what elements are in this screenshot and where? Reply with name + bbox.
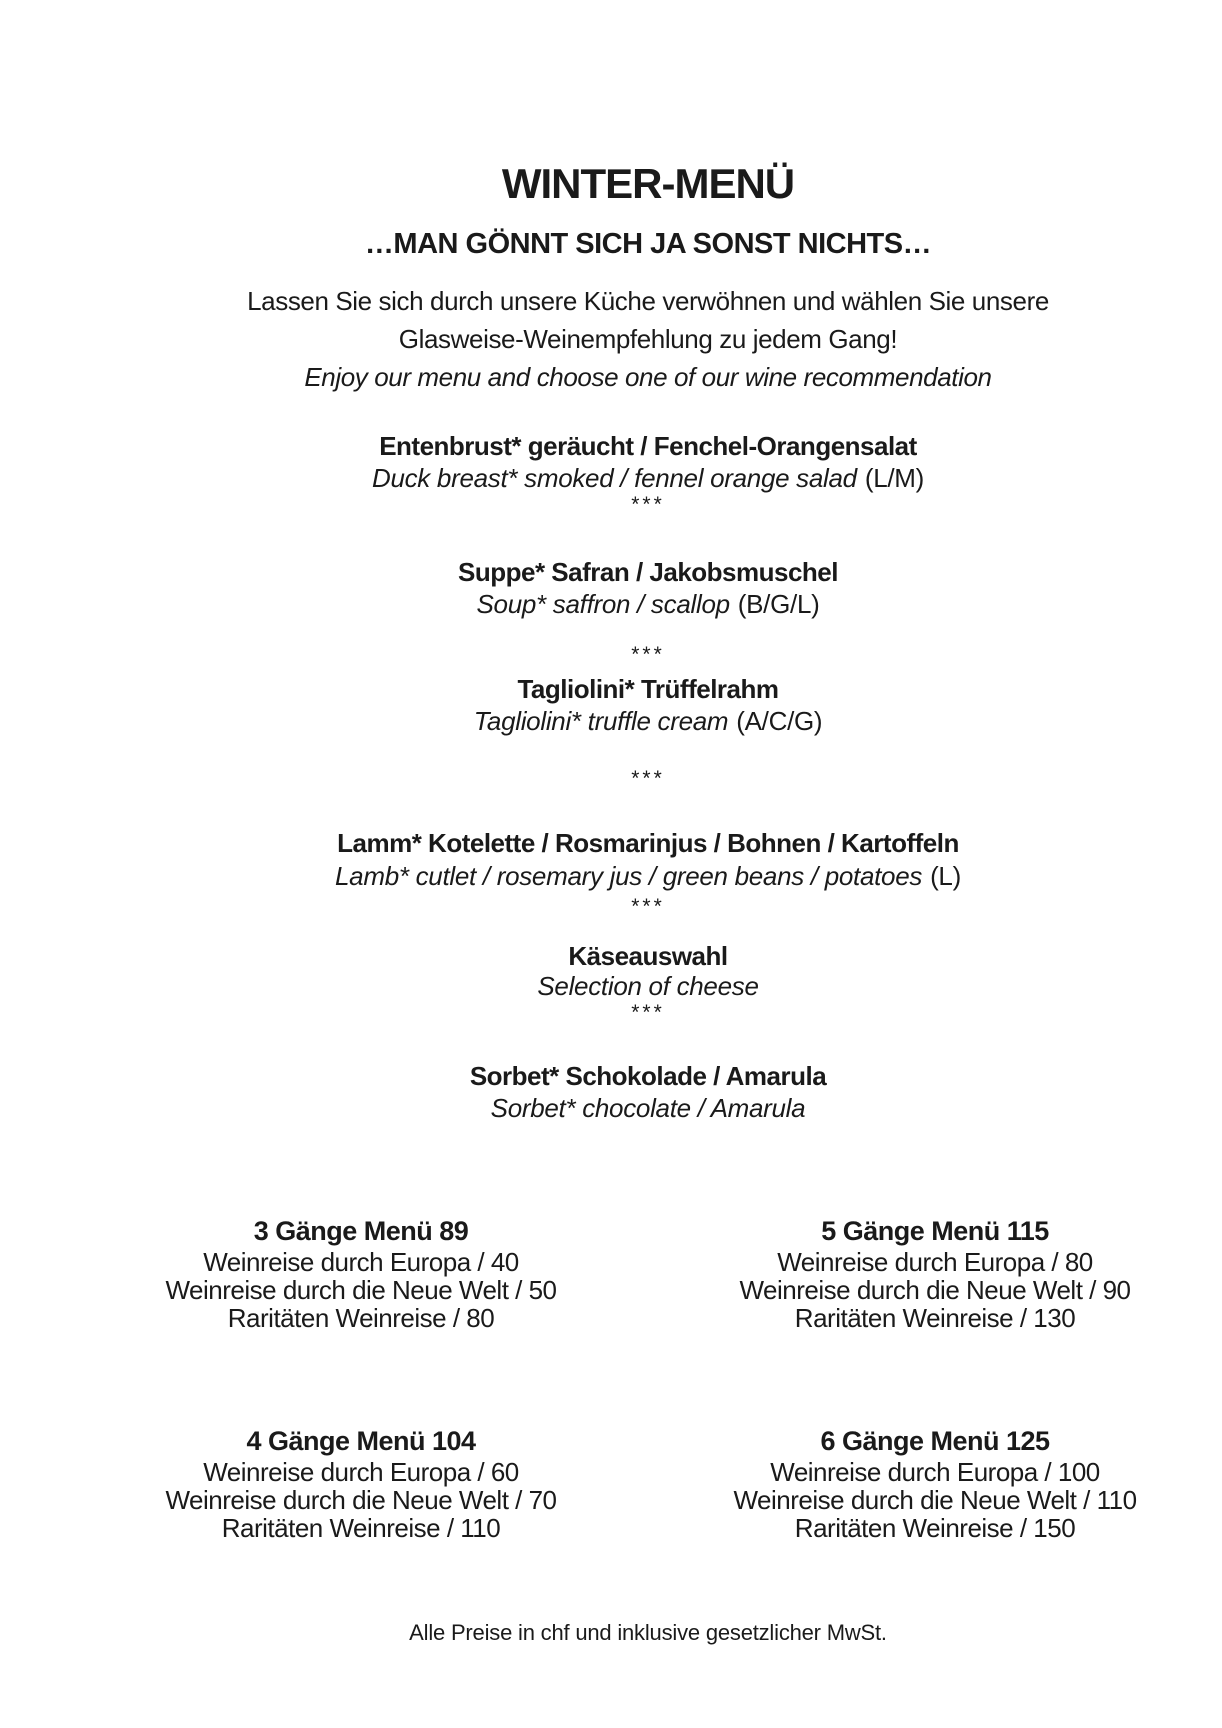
footer-note: Alle Preise in chf und inklusive gesetzlicher MwSt. — [409, 1620, 887, 1645]
menu-option-title: 5 Gänge Menü 115 — [821, 1216, 1049, 1246]
course-5-name-de: Käseauswahl — [568, 941, 728, 971]
course-separator: *** — [631, 895, 665, 918]
menu-option-line: Weinreise durch die Neue Welt / 70 — [165, 1485, 557, 1515]
course-1-name-en — [74, 462, 1222, 494]
menu-price-row-2 — [74, 1424, 1222, 1542]
menu-option-line: Weinreise durch die Neue Welt / 90 — [739, 1275, 1131, 1305]
menu-option-title: 3 Gänge Menü 89 — [253, 1216, 469, 1246]
menu-price-row-1 — [74, 1214, 1222, 1332]
menu-option-line: Weinreise durch Europa / 40 — [203, 1247, 519, 1277]
course-3-allergens: (A/C/G) — [736, 706, 823, 736]
course-5-name-en — [74, 970, 1222, 1002]
menu-content — [74, 0, 1222, 1728]
menu-option-line: Weinreise durch die Neue Welt / 50 — [165, 1275, 557, 1305]
menu-option-4-course — [74, 1424, 648, 1542]
page-subtitle: …MAN GÖNNT SICH JA SONST NICHTS… — [364, 228, 932, 260]
menu-option-line: Weinreise durch Europa / 100 — [770, 1457, 1100, 1487]
course-3-name-de: Tagliolini* Trüffelrahm — [517, 674, 779, 704]
course-4-en-text: Lamb* cutlet / rosemary jus / green beans / potatoes — [335, 861, 923, 891]
menu-option-line: Weinreise durch Europa / 80 — [777, 1247, 1093, 1277]
course-2-allergens: (B/G/L) — [737, 589, 820, 619]
course-3-name-en — [74, 705, 1222, 737]
menu-option-3-course — [74, 1214, 648, 1332]
course-separator: *** — [631, 1001, 665, 1024]
menu-option-title: 6 Gänge Menü 125 — [820, 1426, 1050, 1456]
course-4-name-en — [74, 860, 1222, 892]
course-1-en-text: Duck breast* smoked / fennel orange salad — [371, 463, 857, 493]
menu-option-line: Raritäten Weinreise / 130 — [794, 1303, 1076, 1333]
course-2-name-de: Suppe* Safran / Jakobsmuschel — [458, 557, 838, 587]
intro-line-2: Glasweise-Weinempfehlung zu jedem Gang! — [398, 324, 898, 354]
page-title: WINTER-MENÜ — [501, 160, 795, 207]
menu-option-line: Weinreise durch die Neue Welt / 110 — [733, 1485, 1137, 1515]
course-1-allergens: (L/M) — [864, 463, 925, 493]
menu-option-6-course — [648, 1424, 1222, 1542]
menu-option-5-course — [648, 1214, 1222, 1332]
course-6-en-text: Sorbet* chocolate / Amarula — [490, 1093, 806, 1123]
course-4-name-de: Lamm* Kotelette / Rosmarinjus / Bohnen / Kartoffeln — [337, 828, 959, 858]
intro-text — [74, 282, 1222, 396]
course-separator: *** — [631, 643, 665, 666]
intro-line-1: Lassen Sie sich durch unsere Küche verwöhnen und wählen Sie unsere — [247, 286, 1049, 316]
course-4-allergens: (L) — [930, 861, 961, 891]
menu-option-line: Raritäten Weinreise / 150 — [794, 1513, 1076, 1543]
course-2-name-en — [74, 588, 1222, 620]
menu-option-line: Raritäten Weinreise / 80 — [227, 1303, 495, 1333]
course-6-name-de: Sorbet* Schokolade / Amarula — [469, 1061, 827, 1091]
course-2-en-text: Soup* saffron / scallop — [476, 589, 730, 619]
course-separator: *** — [631, 767, 665, 790]
menu-option-title: 4 Gänge Menü 104 — [246, 1426, 476, 1456]
course-6-name-en — [74, 1092, 1222, 1124]
course-3-en-text: Tagliolini* truffle cream — [473, 706, 729, 736]
course-separator: *** — [631, 493, 665, 516]
intro-line-3: Enjoy our menu and choose one of our wine recommendation — [304, 362, 992, 392]
menu-option-line: Weinreise durch Europa / 60 — [203, 1457, 519, 1487]
course-5-en-text: Selection of cheese — [537, 971, 759, 1001]
menu-option-line: Raritäten Weinreise / 110 — [221, 1513, 501, 1543]
course-1-name-de: Entenbrust* geräucht / Fenchel-Orangensalat — [379, 431, 917, 461]
